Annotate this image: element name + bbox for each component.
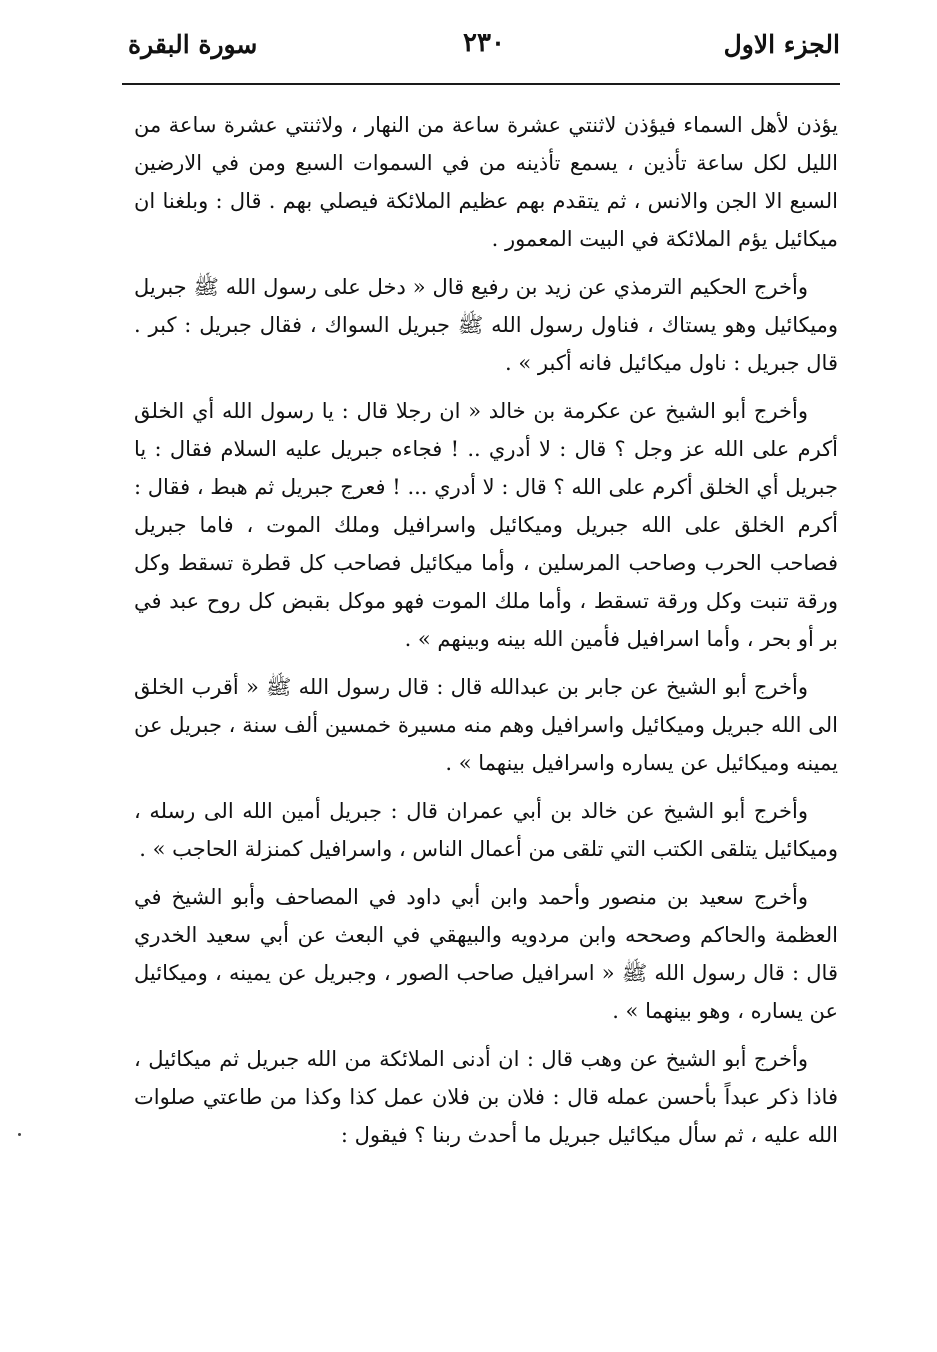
paragraph-1: يؤذن لأهل السماء فيؤذن لاثنتي عشرة ساعة من النهار ، ولاثنتي عشرة ساعة من الليل لكل ساعة تأذين ، يسمع تأذينه من في السموات السبع ومن في الارضين السبع الا الجن والانس ، ثم يتقدم بهم عظيم الملائكة فيصلي بهم . قال : وبلغنا ان ميكائيل يؤم الملائكة في البيت المعمور . xyxy=(134,113,838,251)
paragraph-6: وأخرج سعيد بن منصور وأحمد وابن أبي داود في المصاحف وأبو الشيخ في العظمة والحاكم وصححه وابن مردويه والبيهقي في البعث عن أبي سعيد الخدري قال : قال رسول الله ﷺ « اسرافيل صاحب الصور ، وجبريل عن يمينه ، وميكائيل عن يساره ، وهو بينهما » . xyxy=(134,885,838,1023)
paragraph-5: وأخرج أبو الشيخ عن خالد بن أبي عمران قال : جبريل أمين الله الى رسله ، وميكائيل يتلقى الكتب التي تلقى من أعمال الناس ، واسرافيل كمنزلة الحاجب » . xyxy=(134,799,838,861)
paragraph-4: وأخرج أبو الشيخ عن جابر بن عبدالله قال : قال رسول الله ﷺ « أقرب الخلق الى الله جبريل وميكائيل واسرافيل وهم منه مسيرة خمسين ألف سنة ، جبريل عن يمينه وميكائيل عن يساره واسرافيل بينهما » . xyxy=(134,675,838,775)
paragraph-7: وأخرج أبو الشيخ عن وهب قال : ان أدنى الملائكة من الله جبريل ثم ميكائيل ، فاذا ذكر عبداً بأحسن عمله قال : فلان بن فلان عمل كذا وكذا من طاعتي صلوات الله عليه ، ثم سأل ميكائيل جبريل ما أحدث ربنا ؟ فيقول : xyxy=(134,1047,838,1147)
volume-label: الجزء الاول xyxy=(723,30,840,59)
main-text xyxy=(134,106,838,1164)
header-divider xyxy=(122,83,840,85)
surah-title: سورة البقرة xyxy=(128,30,258,59)
paragraph-2: وأخرج الحكيم الترمذي عن زيد بن رفيع قال « دخل على رسول الله ﷺ جبريل وميكائيل وهو يستاك ، فناول رسول الله ﷺ جبريل السواك ، فقال جبريل : كبر . قال جبريل : ناول ميكائيل فانه أكبر » . xyxy=(134,275,838,375)
margin-speck xyxy=(18,1133,21,1136)
paragraph-3: وأخرج أبو الشيخ عن عكرمة بن خالد « ان رجلا قال : يا رسول الله أي الخلق أكرم على الله عز وجل ؟ قال : لا أدري .. ! فجاءه جبريل عليه السلام فقال : يا جبريل أي الخلق أكرم على الله ؟ قال : لا أدري ... ! فعرج جبريل ثم هبط ، فقال : أكرم الخلق على الله جبريل وميكائيل واسرافيل وملك الموت ، فاما جبريل فصاحب الحرب وصاحب المرسلين ، وأما ميكائيل فصاحب كل قطرة تسقط وكل ورقة تنبت وكل ورقة تسقط ، وأما ملك الموت فهو موكل بقبض كل روح عبد في بر أو بحر ، وأما اسرافيل فأمين الله بينه وبينهم » . xyxy=(134,399,838,651)
page-number: ٢٣٠ xyxy=(463,28,505,58)
page-header xyxy=(128,26,840,80)
